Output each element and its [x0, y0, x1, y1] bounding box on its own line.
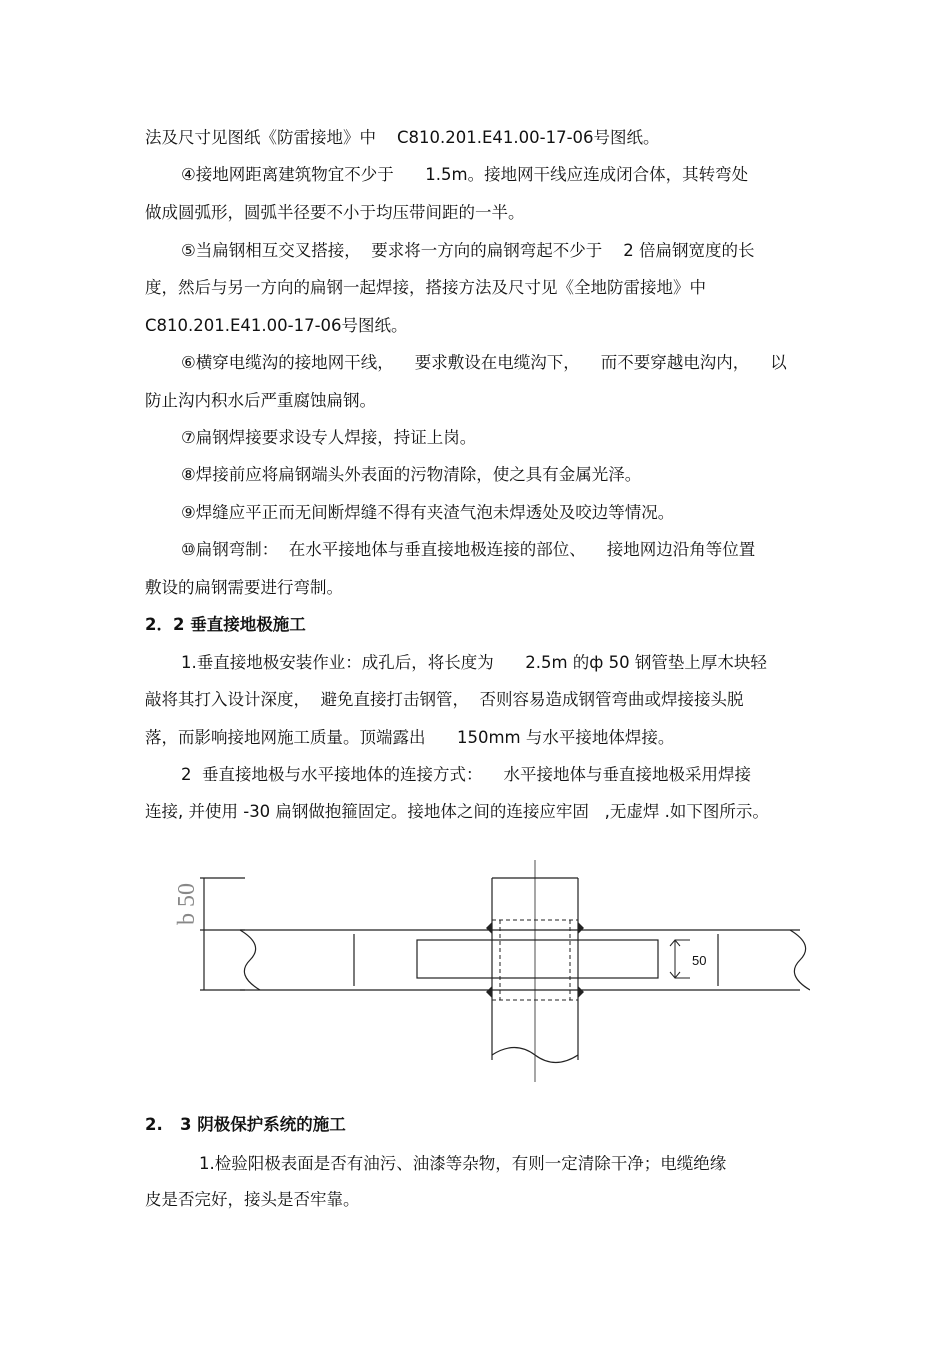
- text-line: 敷设的扁钢需要进行弯制。: [145, 578, 343, 597]
- text-line: 皮是否完好，接头是否牢靠。: [145, 1190, 360, 1209]
- text-line: ⑦扁钢焊接要求设专人焊接，持证上岗。: [181, 428, 477, 447]
- text-line: ⑧焊接前应将扁钢端头外表面的污物清除，使之具有金属光泽。: [181, 465, 642, 484]
- section-heading: 2. 3 阴极保护系统的施工: [145, 1115, 346, 1134]
- dim-left-label: b 50: [174, 883, 200, 925]
- diagram-svg: [170, 850, 810, 1090]
- text-line: C810.201.E41.00-17-06号图纸。: [145, 316, 408, 335]
- text-line: 敲将其打入设计深度， 避免直接打击钢管， 否则容易造成钢管弯曲或焊接接头脱: [145, 690, 744, 709]
- text-line: 连接, 并使用 -30 扁钢做抱箍固定。接地体之间的连接应牢固 ,无虚焊 .如下图所示。: [145, 802, 769, 821]
- weld-point: [486, 922, 492, 934]
- text-line: ⑩扁钢弯制： 在水平接地体与垂直接地极连接的部位、 接地网边沿角等位置: [181, 540, 756, 559]
- text-line: 1.垂直接地极安装作业：成孔后，将长度为 2.5m 的ф 50 钢管垫上厚木块轻: [181, 653, 767, 672]
- text-line: ④接地网距离建筑物宜不少于 1.5m。接地网干线应连成闭合体，其转弯处: [181, 165, 749, 184]
- text-line: ⑤当扁钢相互交叉搭接， 要求将一方向的扁钢弯起不少于 2 倍扁钢宽度的长: [181, 241, 755, 260]
- weld-point: [578, 986, 584, 998]
- section-heading: 2．2 垂直接地极施工: [145, 615, 306, 634]
- break-line: [790, 930, 810, 990]
- grounding-connection-diagram: [170, 850, 810, 1090]
- text-line: 度，然后与另一方向的扁钢一起焊接，搭接方法及尺寸见《全地防雷接地》中: [145, 278, 706, 297]
- weld-point: [486, 986, 492, 998]
- break-line: [240, 930, 260, 990]
- weld-point: [578, 922, 584, 934]
- text-line: 防止沟内积水后严重腐蚀扁钢。: [145, 391, 376, 410]
- inner-strip: [417, 940, 658, 978]
- text-line: ⑨焊缝应平正而无间断焊缝不得有夹渣气泡未焊透处及咬边等情况。: [181, 503, 675, 522]
- text-line: 做成圆弧形，圆弧半径要不小于均压带间距的一半。: [145, 203, 525, 222]
- text-line: 1.检验阳极表面是否有油污、油漆等杂物，有则一定清除干净；电缆绝缘: [199, 1154, 727, 1173]
- text-line: 2 垂直接地极与水平接地体的连接方式： 水平接地体与垂直接地极采用焊接: [181, 765, 751, 784]
- dim-right-label: 50: [692, 953, 707, 968]
- text-line: ⑥横穿电缆沟的接地网干线， 要求敷设在电缆沟下， 而不要穿越电沟内， 以: [181, 353, 787, 372]
- text-line: 落，而影响接地网施工质量。顶端露出 150mm 与水平接地体焊接。: [145, 728, 675, 747]
- text-line: 法及尺寸见图纸《防雷接地》中 C810.201.E41.00-17-06号图纸。: [145, 128, 660, 147]
